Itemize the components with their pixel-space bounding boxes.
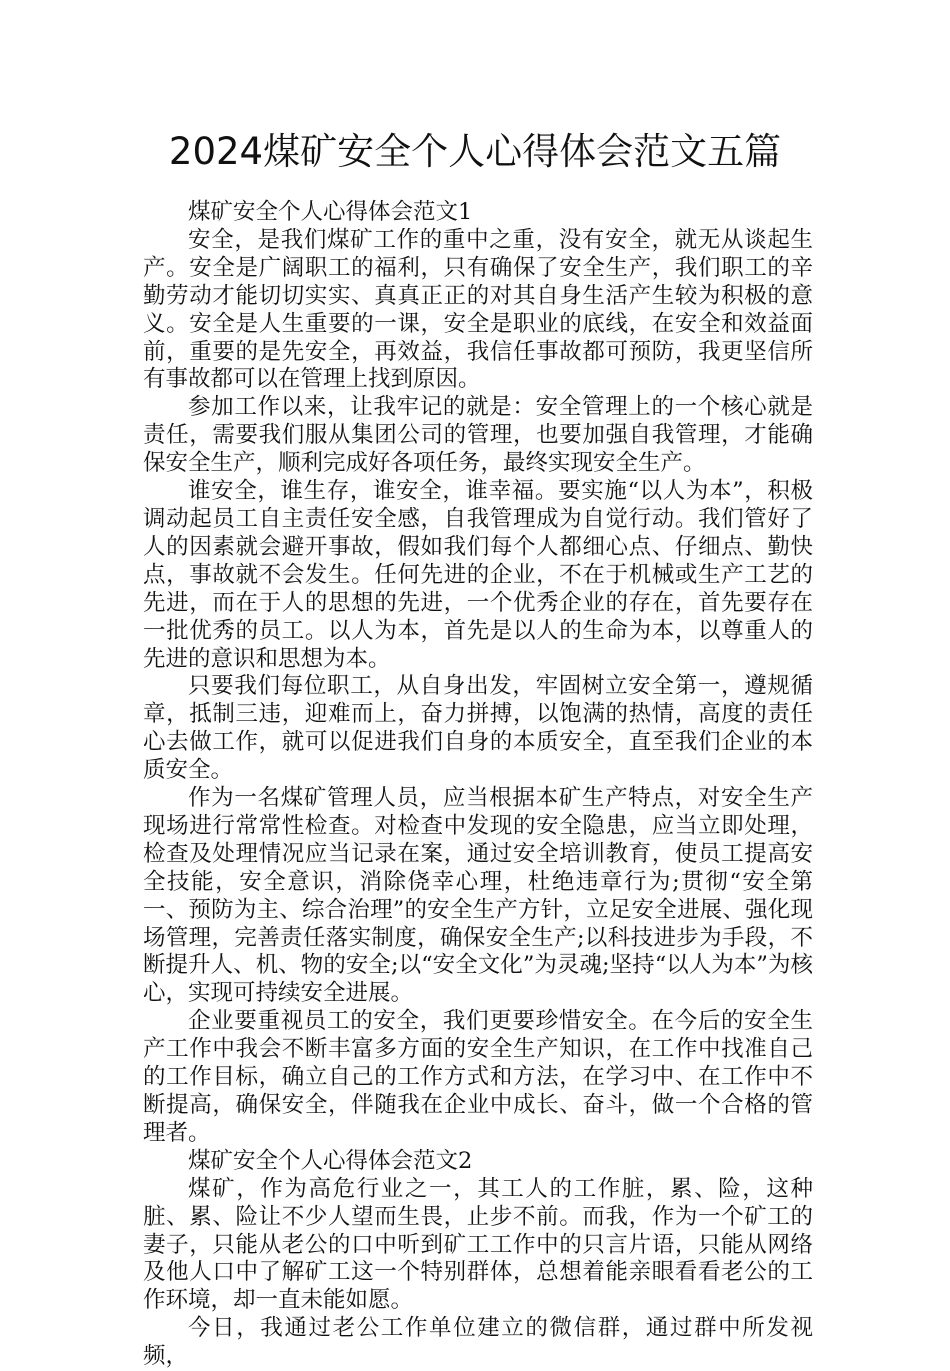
body-paragraph: 作为一名煤矿管理人员，应当根据本矿生产特点，对安全生产现场进行常常性检查。对检查中发现的安全隐患，应当立即处理，检查及处理情况应当记录在案，通过安全培训教育，使员工提高安全技能，安全意识，消除侥幸心理，杜绝违章行为;贯彻“安全第一、预防为主、综合治理”的安全生产方针，立足安全进展、强化现场管理，完善责任落实制度，确保安全生产;以科技进步为手段，不断提升人、机、物的安全;以“安全文化”为灵魂;坚持“以人为本”为核心，实现可持续安全进展。: [143, 785, 813, 1007]
body-paragraph: 谁安全，谁生存，谁安全，谁幸福。要实施“以人为本”，积极调动起员工自主责任安全感，自我管理成为自觉行动。我们管好了人的因素就会避开事故，假如我们每个人都细心点、仔细点、勤快点，事故就不会发生。任何先进的企业，不在于机械或生产工艺的先进，而在于人的思想的先进，一个优秀企业的存在，首先要存在一批优秀的员工。以人为本，首先是以人的生命为本，以尊重人的先进的意识和思想为本。: [143, 478, 813, 672]
section-heading: 煤矿安全个人心得体会范文1: [188, 199, 473, 225]
body-paragraph: 今日，我通过老公工作单位建立的微信群，通过群中所发视频，: [143, 1315, 813, 1370]
body-paragraph: 煤矿，作为高危行业之一，其工人的工作脏，累、险，这种脏、累、险让不少人望而生畏，止步不前。而我，作为一个矿工的妻子，只能从老公的口中听到矿工工作中的只言片语，只能从网络及他人口中了解矿工这一个特别群体，总想着能亲眼看看老公的工作环境，却一直未能如愿。: [143, 1175, 813, 1314]
body-paragraph: 只要我们每位职工，从自身出发，牢固树立安全第一，遵规循章，抵制三违，迎难而上，奋力拼搏，以饱满的热情，高度的责任心去做工作，就可以促进我们自身的本质安全，直至我们企业的本质安全。: [143, 673, 813, 784]
section-heading: 煤矿安全个人心得体会范文2: [188, 1147, 473, 1174]
body-paragraph: 参加工作以来，让我牢记的就是：安全管理上的一个核心就是责任，需要我们服从集团公司的管理，也要加强自我管理，才能确保安全生产，顺利完成好各项任务，最终实现安全生产。: [143, 394, 813, 477]
body-paragraph: 企业要重视员工的安全，我们更要珍惜安全。在今后的安全生产工作中我会不断丰富多方面的安全生产知识，在工作中找准自己的工作目标，确立自己的工作方式和方法，在学习中、在工作中不断提高，确保安全，伴随我在企业中成长、奋斗，做一个合格的管理者。: [143, 1008, 813, 1146]
document-body: [143, 199, 813, 1371]
document-title: 2024煤矿安全个人心得体会范文五篇: [168, 130, 782, 173]
body-paragraph: 安全，是我们煤矿工作的重中之重，没有安全，就无从谈起生产。安全是广阔职工的福利，只有确保了安全生产，我们职工的辛勤劳动才能切切实实、真真正正的对其自身生活产生较为积极的意义。安全是人生重要的一课，安全是职业的底线，在安全和效益面前，重要的是先安全，再效益，我信任事故都可预防，我更坚信所有事故都可以在管理上找到原因。: [143, 226, 813, 393]
